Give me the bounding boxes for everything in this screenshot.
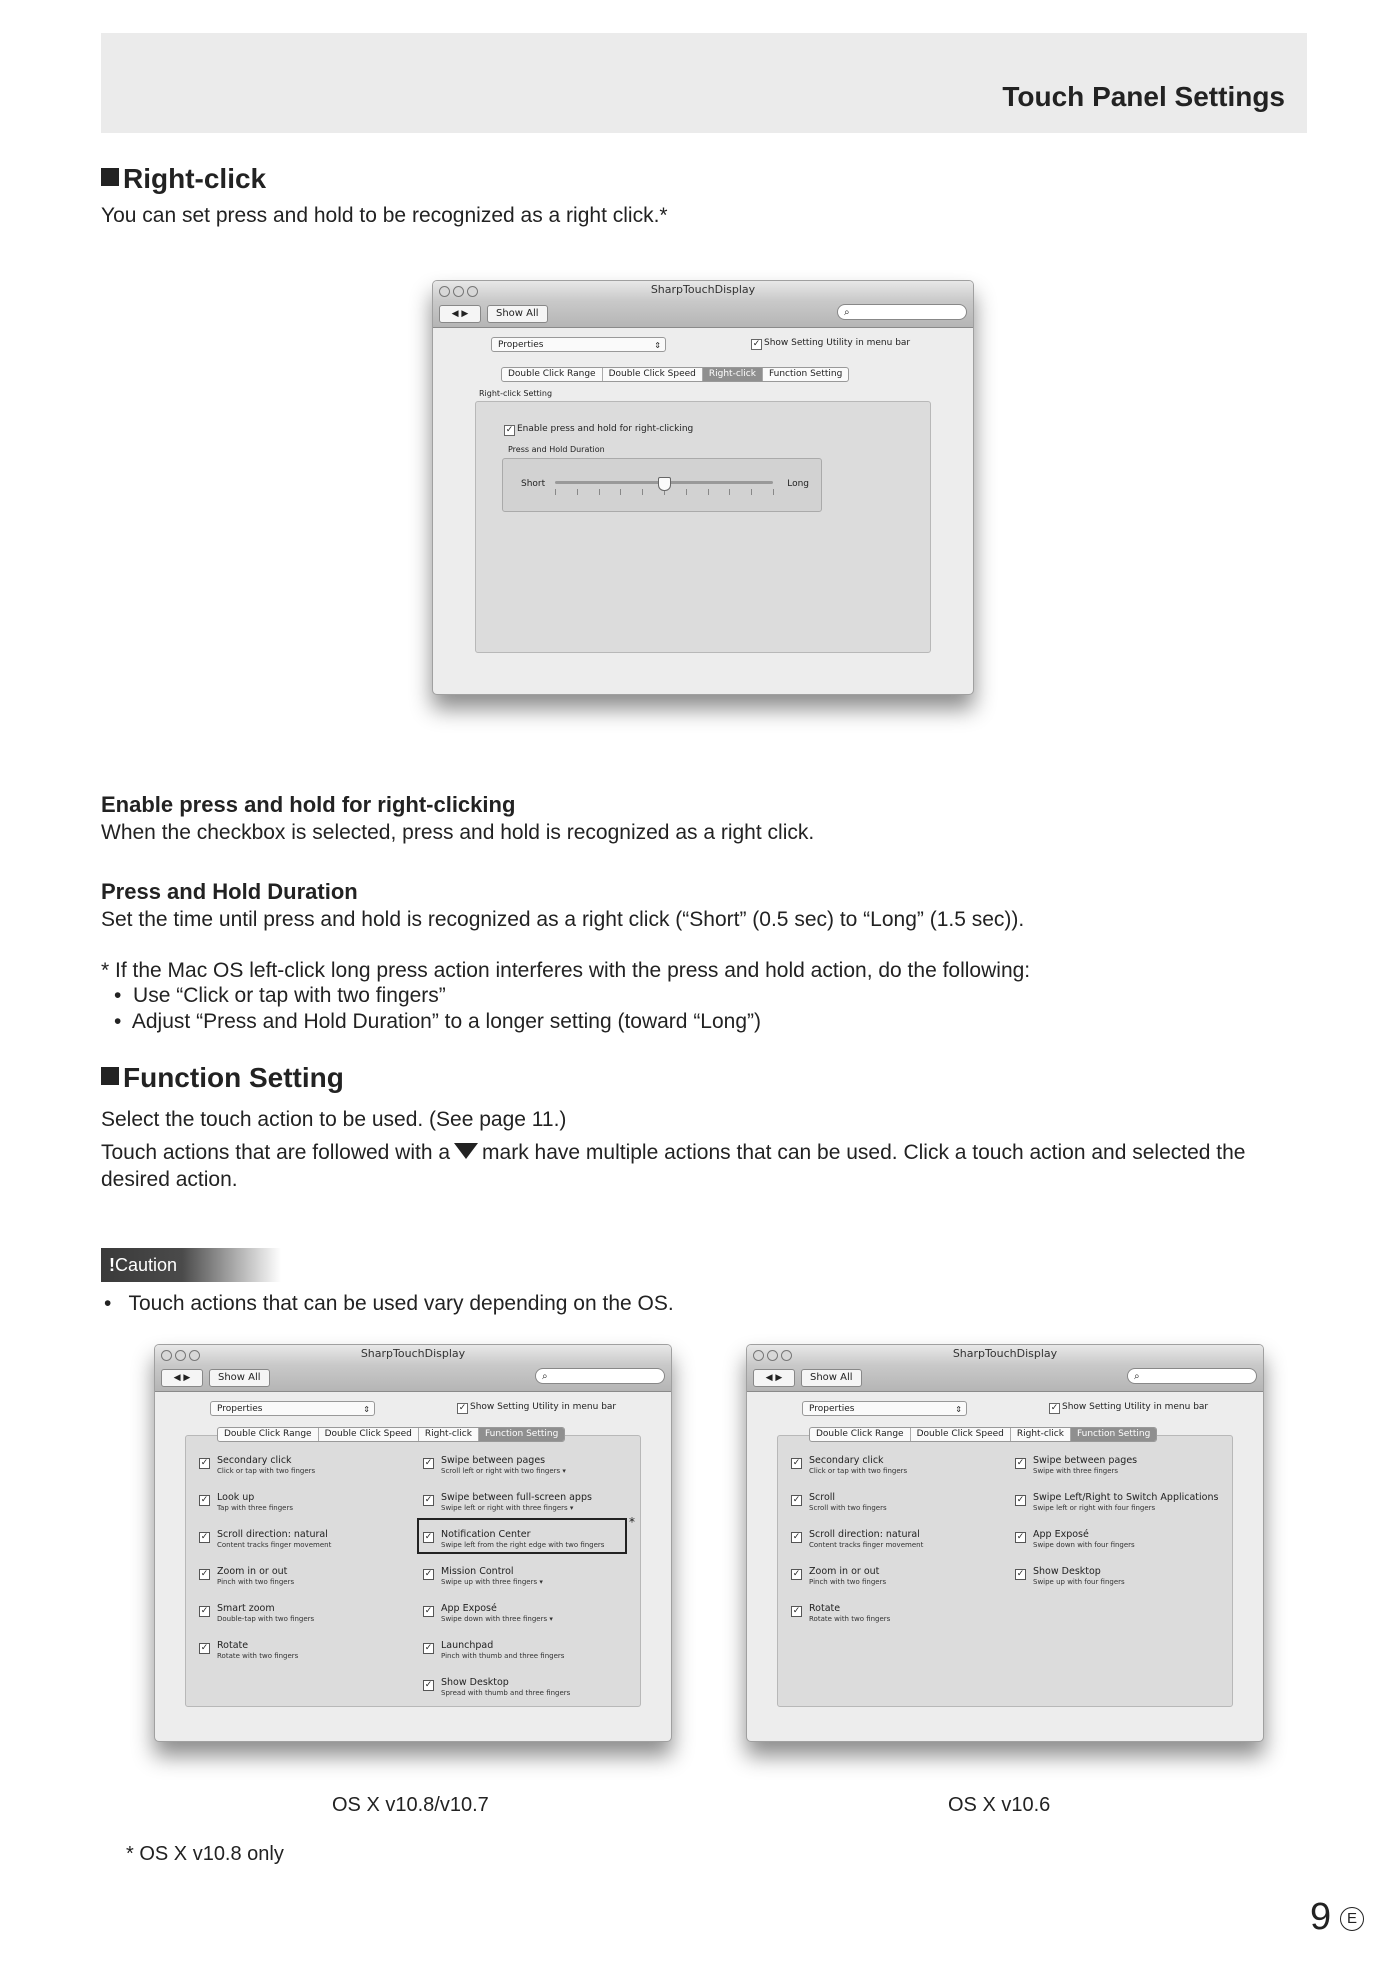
function-item-desc: Swipe up with three fingers ▾ [441,1578,543,1586]
checkmark-icon[interactable]: ✓ [424,1458,433,1468]
tab-right-click[interactable]: Right-click [1011,1428,1071,1441]
slider-tick [729,489,730,495]
checkmark-icon[interactable]: ✓ [200,1458,209,1468]
checkmark-icon[interactable]: ✓ [424,1680,433,1690]
function-item[interactable] [1016,1455,1138,1477]
function-item[interactable] [200,1492,294,1514]
settings-tabs [501,367,849,382]
function-item-desc: Swipe down with three fingers ▾ [441,1615,553,1623]
function-item[interactable] [424,1455,566,1477]
function-item[interactable] [200,1603,315,1625]
section-title-function-setting: Function Setting [101,1062,344,1094]
checkmark-icon[interactable]: ✓ [1016,1532,1025,1542]
tab-function-setting[interactable]: Function Setting [479,1428,564,1441]
duration-title: Press and Hold Duration [101,879,358,904]
checkmark-icon[interactable]: ✓ [792,1458,801,1468]
caption-right: OS X v10.6 [948,1794,1051,1816]
page-number: 9 [1310,1896,1332,1938]
zoom-icon[interactable] [189,1350,200,1361]
checkmark-icon[interactable]: ✓ [424,1495,433,1505]
slider-knob[interactable] [658,477,671,491]
search-input[interactable] [1127,1368,1257,1384]
function-item[interactable] [792,1566,887,1588]
properties-popup[interactable]: Properties ⇕ [210,1401,375,1416]
function-item[interactable] [792,1529,924,1551]
search-icon: ⌕ [844,307,850,318]
function-item-title: Swipe between pages [441,1455,546,1466]
checkmark-icon: ✓ [505,425,514,435]
minimize-icon[interactable] [453,286,464,297]
window-title: SharpTouchDisplay [952,1347,1058,1360]
function-item-title: Zoom in or out [217,1566,288,1577]
chevron-updown-icon: ⇕ [363,1405,370,1414]
function-item-desc: Pinch with two fingers [217,1578,295,1586]
function-item-desc: Click or tap with two fingers [809,1467,908,1475]
function-item[interactable] [792,1492,887,1514]
function-item-title: Secondary click [809,1455,884,1466]
function-line1: Select the touch action to be used. (See page 11.) [101,1108,567,1131]
function-item[interactable] [424,1492,592,1514]
function-item-title: Secondary click [217,1455,292,1466]
function-item-title: Swipe Left/Right to Switch Applications [1033,1492,1219,1503]
function-item-title: Show Desktop [441,1677,509,1688]
checkmark-icon[interactable]: ✓ [792,1606,801,1616]
search-icon: ⌕ [542,1371,548,1382]
back-forward-button[interactable]: ◀ ▶ [753,1369,795,1387]
back-forward-button[interactable]: ◀ ▶ [439,305,481,323]
page-title: Touch Panel Settings [1002,81,1285,112]
function-item[interactable] [1016,1529,1135,1551]
tab-function-setting[interactable]: Function Setting [1071,1428,1156,1441]
enable-text: When the checkbox is selected, press and hold is recognized as a right click. [101,821,815,844]
caption-left: OS X v10.8/v10.7 [332,1794,489,1816]
close-icon[interactable] [161,1350,172,1361]
show-all-button[interactable]: Show All [801,1369,862,1387]
slider-min-label: Short [521,479,546,489]
square-bullet-icon [101,1067,119,1085]
checkmark-icon[interactable]: ✓ [200,1606,209,1616]
duration-slider-box [502,458,822,512]
function-item-desc: Swipe left or right with four fingers [1033,1504,1156,1512]
right-click-intro: You can set press and hold to be recognized as a right click.* [101,204,668,227]
tab-double-click-speed[interactable]: Double Click Speed [603,368,703,381]
note-bullet: • Adjust “Press and Hold Duration” to a longer setting (toward “Long”) [114,1010,762,1033]
function-item-desc: Spread with thumb and three fingers [441,1689,571,1697]
checkmark-icon[interactable]: ✓ [424,1569,433,1579]
function-item[interactable] [424,1603,553,1625]
slider-tick [708,489,709,495]
language-badge: E [1340,1907,1364,1931]
function-item[interactable] [1016,1566,1125,1588]
slider-tick [751,489,752,495]
zoom-icon[interactable] [467,286,478,297]
checkmark-icon: ✓ [458,1403,467,1413]
slider-max-label: Long [787,479,809,489]
function-item-desc: Tap with three fingers [217,1504,294,1512]
search-icon: ⌕ [1134,1371,1140,1382]
function-item-title: Notification Center [441,1529,531,1540]
checkmark-icon[interactable]: ✓ [200,1495,209,1505]
right-click-settings-window [432,280,974,695]
checkmark-icon[interactable]: ✓ [1016,1458,1025,1468]
function-item-desc: Click or tap with two fingers [217,1467,316,1475]
function-item[interactable] [200,1640,299,1662]
window-title: SharpTouchDisplay [650,283,756,296]
function-item[interactable] [424,1640,565,1662]
footnote: * OS X v10.8 only [126,1843,284,1865]
checkmark-icon: ✓ [752,339,761,349]
function-item[interactable] [424,1566,543,1588]
tab-double-click-speed[interactable]: Double Click Speed [911,1428,1011,1441]
function-item-title: Launchpad [441,1640,494,1651]
show-all-button[interactable]: Show All [209,1369,270,1387]
tab-double-click-range[interactable]: Double Click Range [502,368,603,381]
window-toolbar [433,301,973,328]
tab-double-click-range[interactable]: Double Click Range [810,1428,911,1441]
window-title: SharpTouchDisplay [360,1347,466,1360]
function-item-desc: Swipe left from the right edge with two fingers [441,1541,605,1549]
function-item[interactable] [200,1566,295,1588]
function-item-desc: Double-tap with two fingers [217,1615,315,1623]
exclamation-icon: ! [109,1255,115,1275]
function-item-title: Rotate [217,1640,249,1651]
minimize-icon[interactable] [175,1350,186,1361]
function-item-title: Zoom in or out [809,1566,880,1577]
function-item-desc: Pinch with thumb and three fingers [441,1652,565,1660]
checkmark-icon[interactable]: ✓ [200,1569,209,1579]
function-item-desc: Swipe with three fingers [1033,1467,1119,1475]
slider-tick [599,489,600,495]
function-item[interactable] [424,1677,571,1699]
enable-title: Enable press and hold for right-clicking [101,792,516,817]
caution-bar: !Caution [101,1248,281,1282]
duration-text: Set the time until press and hold is recognized as a right click (“Short” (0.5 sec) to “Long” (1.5 sec)). [101,908,1025,931]
function-item[interactable] [1016,1492,1219,1514]
checkmark-icon[interactable]: ✓ [424,1606,433,1616]
function-item-title: Scroll direction: natural [217,1529,328,1540]
duration-label: Press and Hold Duration [508,445,605,454]
square-bullet-icon [101,168,119,186]
slider-tick [620,489,621,495]
function-item-desc: Swipe left or right with three fingers ▾ [441,1504,574,1512]
minimize-icon[interactable] [767,1350,778,1361]
window-titlebar [433,281,973,301]
function-item-title: Swipe between full-screen apps [441,1492,592,1503]
note-text: * If the Mac OS left-click long press action interferes with the press and hold action, do the following: [101,959,1031,982]
function-item-desc: Scroll with two fingers [809,1504,887,1512]
checkmark-icon[interactable]: ✓ [792,1569,801,1579]
right-click-group [475,401,931,653]
tab-double-click-range[interactable]: Double Click Range [218,1428,319,1441]
function-item-desc: Swipe up with four fingers [1033,1578,1125,1586]
function-item-desc: Rotate with two fingers [217,1652,299,1660]
zoom-icon[interactable] [781,1350,792,1361]
function-item-title: Smart zoom [217,1603,275,1614]
function-item-title: Swipe between pages [1033,1455,1138,1466]
page-header [101,33,1307,133]
function-item-desc: Scroll left or right with two fingers ▾ [441,1467,566,1475]
settings-tabs [217,1427,565,1442]
enable-press-hold-checkbox[interactable]: ✓ Enable press and hold for right-clicking [505,424,694,435]
checkmark-icon[interactable]: ✓ [792,1495,801,1505]
function-item[interactable] [200,1529,332,1551]
search-input[interactable] [535,1368,665,1384]
highlight-box [417,1518,627,1554]
function-item-title: Mission Control [441,1566,514,1577]
checkmark-icon[interactable]: ✓ [200,1532,209,1542]
function-item-title: Look up [217,1492,255,1503]
back-forward-button[interactable]: ◀ ▶ [161,1369,203,1387]
tab-right-click[interactable]: Right-click [703,368,763,381]
show-utility-checkbox[interactable]: ✓ Show Setting Utility in menu bar [458,1402,617,1413]
checkmark-icon[interactable]: ✓ [1016,1569,1025,1579]
function-settings-window-108 [154,1344,672,1742]
close-icon[interactable] [439,286,450,297]
close-icon[interactable] [753,1350,764,1361]
show-all-button[interactable]: Show All [487,305,548,323]
function-item[interactable] [792,1455,908,1477]
slider-tick [773,489,774,495]
checkmark-icon[interactable]: ✓ [424,1532,433,1542]
function-item-desc: Swipe down with four fingers [1033,1541,1135,1549]
checkmark-icon[interactable]: ✓ [792,1532,801,1542]
properties-popup[interactable]: Properties ⇕ [491,337,666,352]
group-label: Right-click Setting [479,389,553,398]
function-item[interactable] [792,1603,891,1625]
function-item-title: Rotate [809,1603,841,1614]
chevron-updown-icon: ⇕ [654,341,661,350]
down-triangle-icon [454,1143,478,1159]
checkmark-icon[interactable]: ✓ [1016,1495,1025,1505]
function-item-title: Scroll [809,1492,836,1503]
slider-tick [686,489,687,495]
properties-popup[interactable]: Properties ⇕ [802,1401,967,1416]
settings-tabs [809,1427,1157,1442]
function-item-desc: Rotate with two fingers [809,1615,891,1623]
function-item-title: App Exposé [441,1603,497,1614]
slider-tick [577,489,578,495]
tab-function-setting[interactable]: Function Setting [768,369,843,379]
function-item-title: Show Desktop [1033,1566,1101,1577]
tab-right-click[interactable]: Right-click [419,1428,479,1441]
search-input[interactable] [837,304,967,320]
chevron-updown-icon: ⇕ [955,1405,962,1414]
function-item[interactable] [200,1455,316,1477]
slider-tick [642,489,643,495]
checkmark-icon[interactable]: ✓ [200,1643,209,1653]
function-settings-window-106 [746,1344,1264,1742]
function-item-title: App Exposé [1033,1529,1089,1540]
function-item-title: Scroll direction: natural [809,1529,920,1540]
tab-double-click-speed[interactable]: Double Click Speed [319,1428,419,1441]
function-line2: Touch actions that are followed with a mark have multiple actions that can be used. Click a touch action and selected the desired action. [101,1141,1246,1191]
function-item-desc: Content tracks finger movement [217,1541,332,1549]
checkmark-icon: ✓ [1050,1403,1059,1413]
function-item-desc: Pinch with two fingers [809,1578,887,1586]
slider-tick [555,489,556,495]
show-utility-checkbox[interactable]: ✓ Show Setting Utility in menu bar [1050,1402,1209,1413]
note-bullet: • Use “Click or tap with two fingers” [114,984,446,1007]
show-utility-checkbox[interactable]: ✓ Show Setting Utility in menu bar [752,338,911,349]
asterisk-mark: * [629,1515,635,1529]
caution-bullet: • Touch actions that can be used vary depending on the OS. [104,1292,674,1315]
function-item-desc: Content tracks finger movement [809,1541,924,1549]
section-title-right-click: Right-click [101,163,266,195]
checkmark-icon[interactable]: ✓ [424,1643,433,1653]
